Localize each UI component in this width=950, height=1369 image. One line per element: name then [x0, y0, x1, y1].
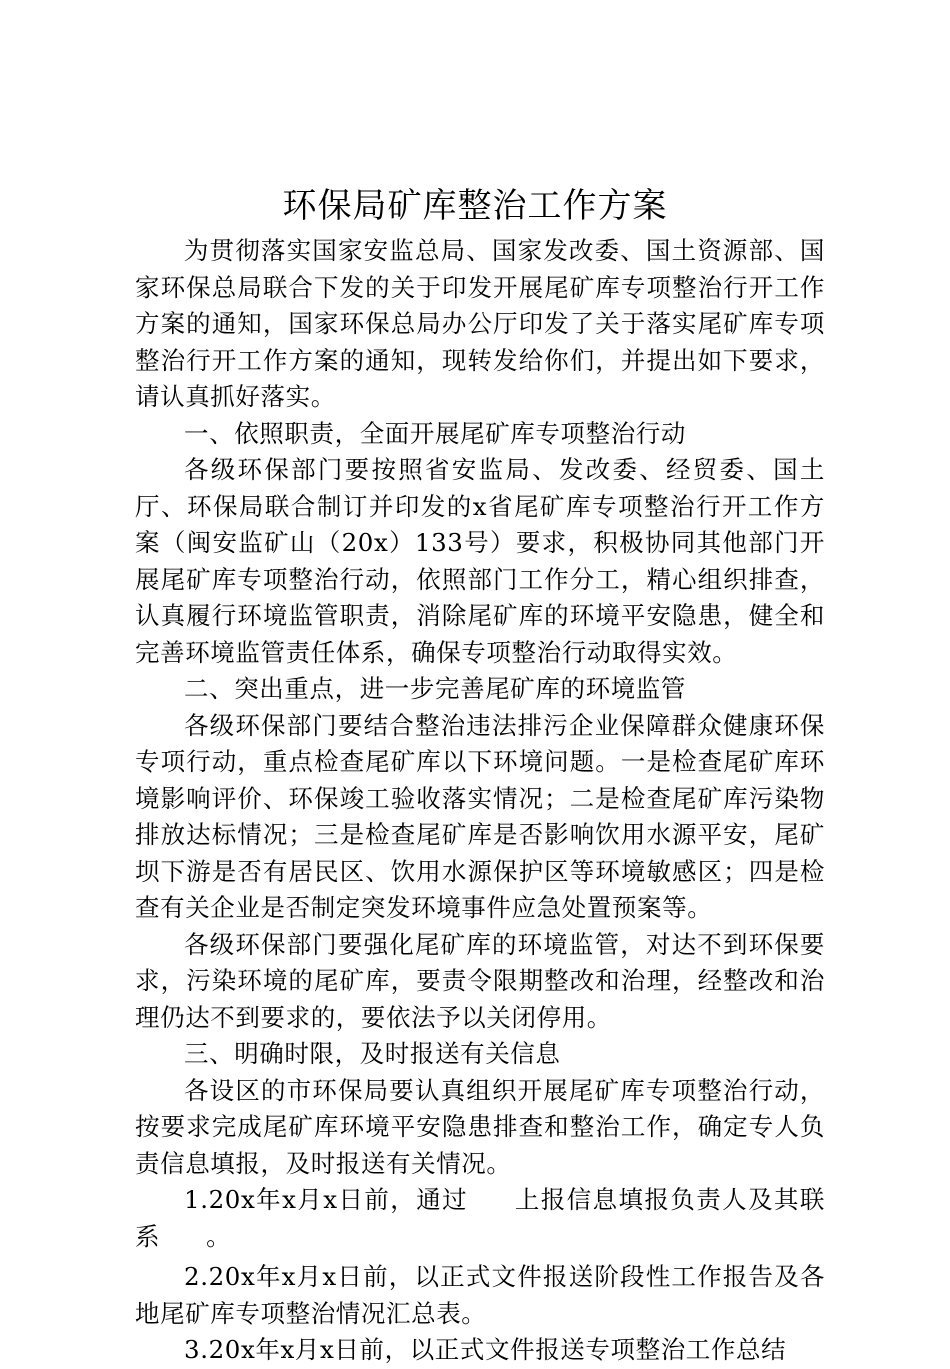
document-title: 环保局矿库整治工作方案 [282, 186, 668, 226]
section-3-paragraph: 各设区的市环保局要认真组织开展尾矿库专项整治行动，按要求完成尾矿库环境平安隐患排查和整治工作，确定专人负责信息填报，及时报送有关情况。 [135, 1075, 825, 1178]
section-heading-3: 三、明确时限，及时报送有关信息 [184, 1039, 561, 1068]
intro-paragraph: 为贯彻落实国家安监总局、国家发改委、国土资源部、国家环保总局联合下发的关于印发开展尾矿库专项整治行开工作方案的通知，国家环保总局办公厅印发了关于落实尾矿库专项整治行开工作方案的通知，现转发给你们，并提出如下要求，请认真抓好落实。 [135, 236, 825, 411]
section-heading-2: 二、突出重点，进一步完善尾矿库的环境监管 [184, 674, 686, 703]
list-item-1-part-1: 1.20x年x月x日前，通过 [184, 1185, 469, 1214]
list-item-1 [135, 1182, 825, 1255]
list-item-3: 3.20x年x月x日前，以正式文件报送专项整治工作总结 [184, 1335, 787, 1364]
list-item-1-part-3: 。 [206, 1221, 232, 1251]
section-1-paragraph: 各级环保部门要按照省安监局、发改委、经贸委、国土厅、环保局联合制订并印发的x省尾矿库专项整治行开工作方案（闽安监矿山（20x）133号）要求，积极协同其他部门开展尾矿库专项整治行动，依照部门工作分工，精心组织排查，认真履行环境监管职责，消除尾矿库的环境平安隐患，健全和完善环境监管责任体系，确保专项整治行动取得实效。 [135, 455, 825, 667]
section-2-paragraph-1: 各级环保部门要结合整治违法排污企业保障群众健康环保专项行动，重点检查尾矿库以下环境问题。一是检查尾矿库环境影响评价、环保竣工验收落实情况；二是检查尾矿库污染物排放达标情况；三是检查尾矿库是否影响饮用水源平安，尾矿坝下游是否有居民区、饮用水源保护区等环境敏感区；四是检查有关企业是否制定突发环境事件应急处置预案等。 [135, 710, 825, 922]
section-heading-1: 一、依照职责，全面开展尾矿库专项整治行动 [184, 418, 686, 448]
document-body [135, 233, 825, 1369]
list-item-1-part-2: 上报信息填报负责人及其联系 [135, 1185, 826, 1251]
list-item-2: 2.20x年x月x日前，以正式文件报送阶段性工作报告及各地尾矿库专项整治情况汇总表。 [135, 1262, 825, 1328]
section-2-paragraph-2: 各级环保部门要强化尾矿库的环境监管，对达不到环保要求，污染环境的尾矿库，要责令限期整改和治理，经整改和治理仍达不到要求的，要依法予以关闭停用。 [135, 929, 825, 1032]
